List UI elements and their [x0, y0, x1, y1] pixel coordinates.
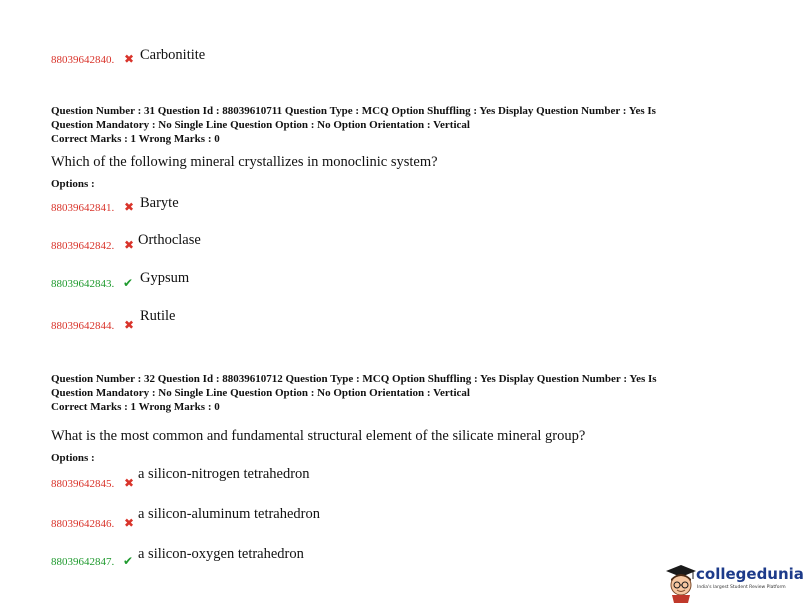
option-id: 88039642847.	[51, 556, 115, 568]
option-id: 88039642844.	[51, 320, 115, 332]
option-row	[0, 308, 792, 341]
wrong-mark-icon: ✖	[124, 52, 135, 66]
option-row	[0, 466, 792, 500]
wrong-mark-icon: ✖	[124, 200, 135, 214]
question-meta-line-2: Question Mandatory : No Single Line Question Option : No Option Orientation : Vertical	[51, 119, 470, 131]
option-row	[0, 232, 792, 262]
wrong-mark-icon: ✖	[124, 318, 135, 332]
option-text: Carbonitite	[140, 47, 206, 63]
question-text: What is the most common and fundamental structural element of the silicate mineral group?	[51, 428, 586, 444]
option-row	[0, 194, 792, 224]
option-text: a silicon-nitrogen tetrahedron	[138, 466, 310, 482]
option-row	[0, 270, 792, 300]
question-meta	[51, 372, 751, 414]
option-text: a silicon-oxygen tetrahedron	[138, 546, 304, 562]
wrong-mark-icon: ✖	[124, 516, 135, 530]
option-text: Orthoclase	[138, 232, 201, 248]
brand-tagline: India's largest Student Review Platform	[697, 585, 786, 590]
question-meta-line-2: Question Mandatory : No Single Line Question Option : No Option Orientation : Vertical	[51, 387, 470, 399]
option-row	[0, 506, 792, 540]
options-label: Options :	[51, 178, 95, 190]
correct-mark-icon: ✔	[123, 276, 134, 290]
wrong-mark-icon: ✖	[124, 476, 135, 490]
options-label: Options :	[51, 452, 95, 464]
question-meta-line-1: Question Number : 32 Question Id : 88039610712 Question Type : MCQ Option Shuffling : Yes Display Question Number : Yes Is	[51, 373, 657, 385]
option-id: 88039642840.	[51, 54, 115, 66]
option-text: Gypsum	[140, 270, 190, 286]
option-id: 88039642845.	[51, 478, 115, 490]
collegedunia-logo	[664, 563, 804, 603]
question-meta-line-1: Question Number : 31 Question Id : 88039610711 Question Type : MCQ Option Shuffling : Yes Display Question Number : Yes Is	[51, 105, 656, 117]
option-id: 88039642841.	[51, 202, 115, 214]
question-marks: Correct Marks : 1 Wrong Marks : 0	[51, 401, 220, 413]
option-row	[0, 46, 792, 76]
graduate-mascot-icon	[664, 563, 698, 603]
option-id: 88039642846.	[51, 518, 115, 530]
wrong-mark-icon: ✖	[124, 238, 135, 252]
question-marks: Correct Marks : 1 Wrong Marks : 0	[51, 133, 220, 145]
option-id: 88039642843.	[51, 278, 115, 290]
option-text: Rutile	[140, 308, 176, 324]
option-id: 88039642842.	[51, 240, 115, 252]
option-text: a silicon-aluminum tetrahedron	[138, 506, 321, 522]
question-text: Which of the following mineral crystallizes in monoclinic system?	[51, 154, 438, 170]
correct-mark-icon: ✔	[123, 554, 134, 568]
brand-name: collegedunia	[696, 565, 804, 583]
option-text: Baryte	[140, 195, 179, 211]
question-meta	[51, 104, 751, 146]
